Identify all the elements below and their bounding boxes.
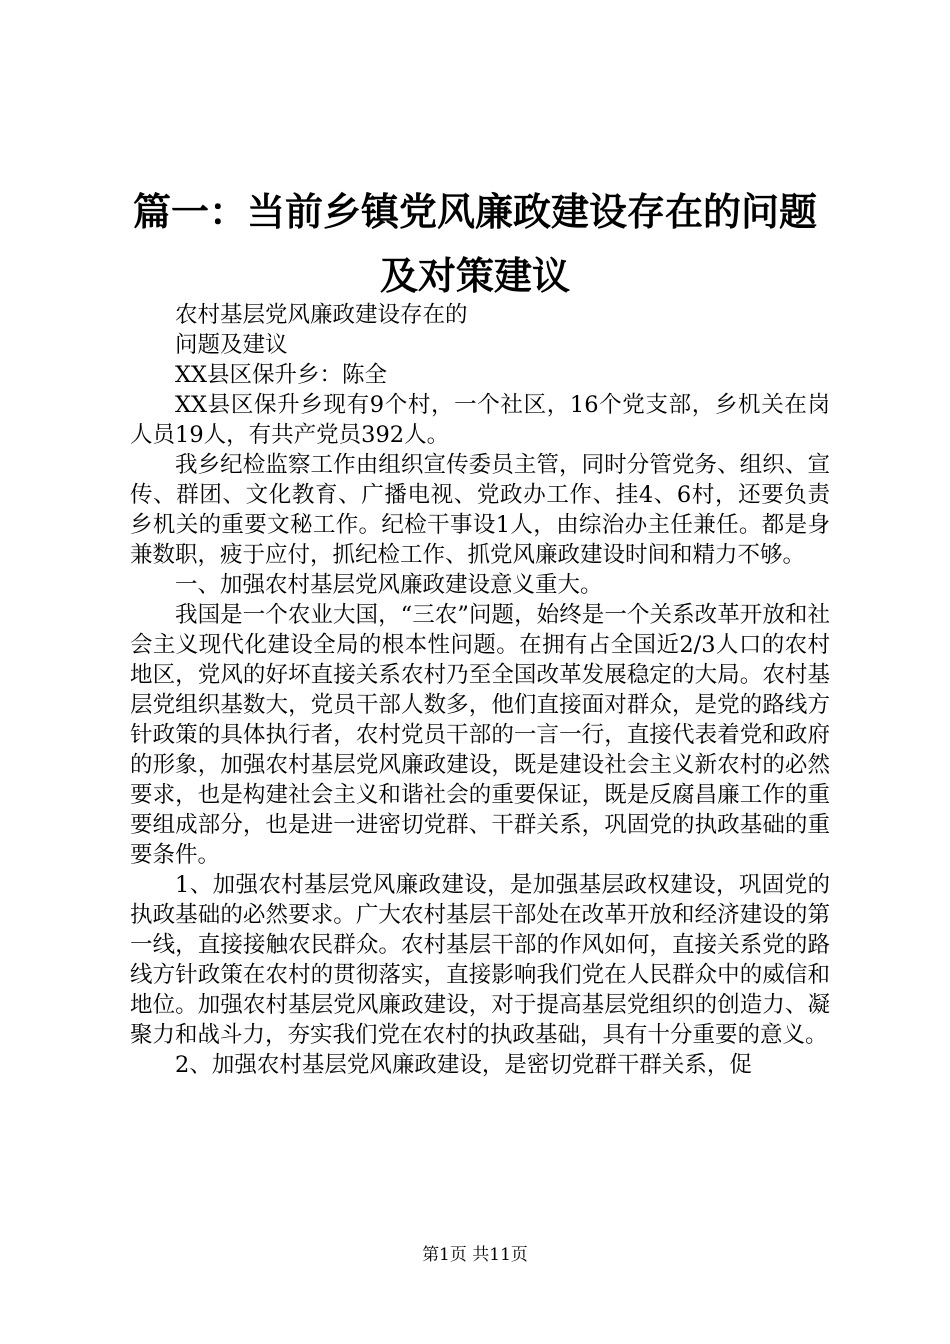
- paragraph-point-1: 1、加强农村基层党风廉政建设，是加强基层政权建设，巩固党的执政基础的必然要求。广大农村基层干部处在改革开放和经济建设的第一线，直接接触农民群众。农村基层干部的作风如何，直接关系党的路线方针政策在农村的贯彻落实，直接影响我们党在人民群众中的威信和地位。加强农村基层党风廉政建设，对于提高基层党组织的创造力、凝聚力和战斗力，夯实我们党在农村的执政基础，具有十分重要的意义。: [130, 872, 830, 1048]
- paragraph-author: XX县区保升乡：陈全: [175, 362, 388, 388]
- paragraph-significance: 我国是一个农业大国，“三农”问题，始终是一个关系改革开放和社会主义现代化建设全局的根本性问题。在拥有占全国近2/3人口的农村地区，党风的好坏直接关系农村乃至全国改革发展稳定的大局。农村基层党组织基数大，党员干部人数多，他们直接面对群众，是党的路线方针政策的具体执行者，农村党员干部的一言一行，直接代表着党和政府的形象，加强农村基层党风廉政建设，既是建设社会主义新农村的必然要求，也是构建社会主义和谐社会的重要保证，既是反腐昌廉工作的重要组成部分，也是进一进密切党群、干群关系，巩固党的执政基础的重要条件。: [130, 602, 830, 868]
- paragraph-subtitle-line-1: 农村基层党风廉政建设存在的: [175, 302, 468, 328]
- page-footer: 第1页 共11页: [422, 1245, 528, 1265]
- paragraph-subtitle-line-2: 问题及建议: [175, 332, 288, 358]
- document-body: [130, 300, 830, 1080]
- paragraph-point-2: 2、加强农村基层党风廉政建设，是密切党群干群关系，促: [175, 1052, 752, 1078]
- paragraph-overview: XX县区保升乡现有9个村，一个社区，16个党支部，乡机关在岗人员19人，有共产党员392人。: [130, 392, 830, 448]
- section-heading-1: 一、加强农村基层党风廉政建设意义重大。: [175, 572, 603, 598]
- document-title: 篇一：当前乡镇党风廉政建设存在的问题及对策建议: [132, 190, 817, 298]
- paragraph-staffing: 我乡纪检监察工作由组织宣传委员主管，同时分管党务、组织、宣传、群团、文化教育、广播电视、党政办工作、挂4、6村，还要负责乡机关的重要文秘工作。纪检干事设1人，由综治办主任兼任。都是身兼数职，疲于应付，抓纪检工作、抓党风廉政建设时间和精力不够。: [130, 452, 830, 568]
